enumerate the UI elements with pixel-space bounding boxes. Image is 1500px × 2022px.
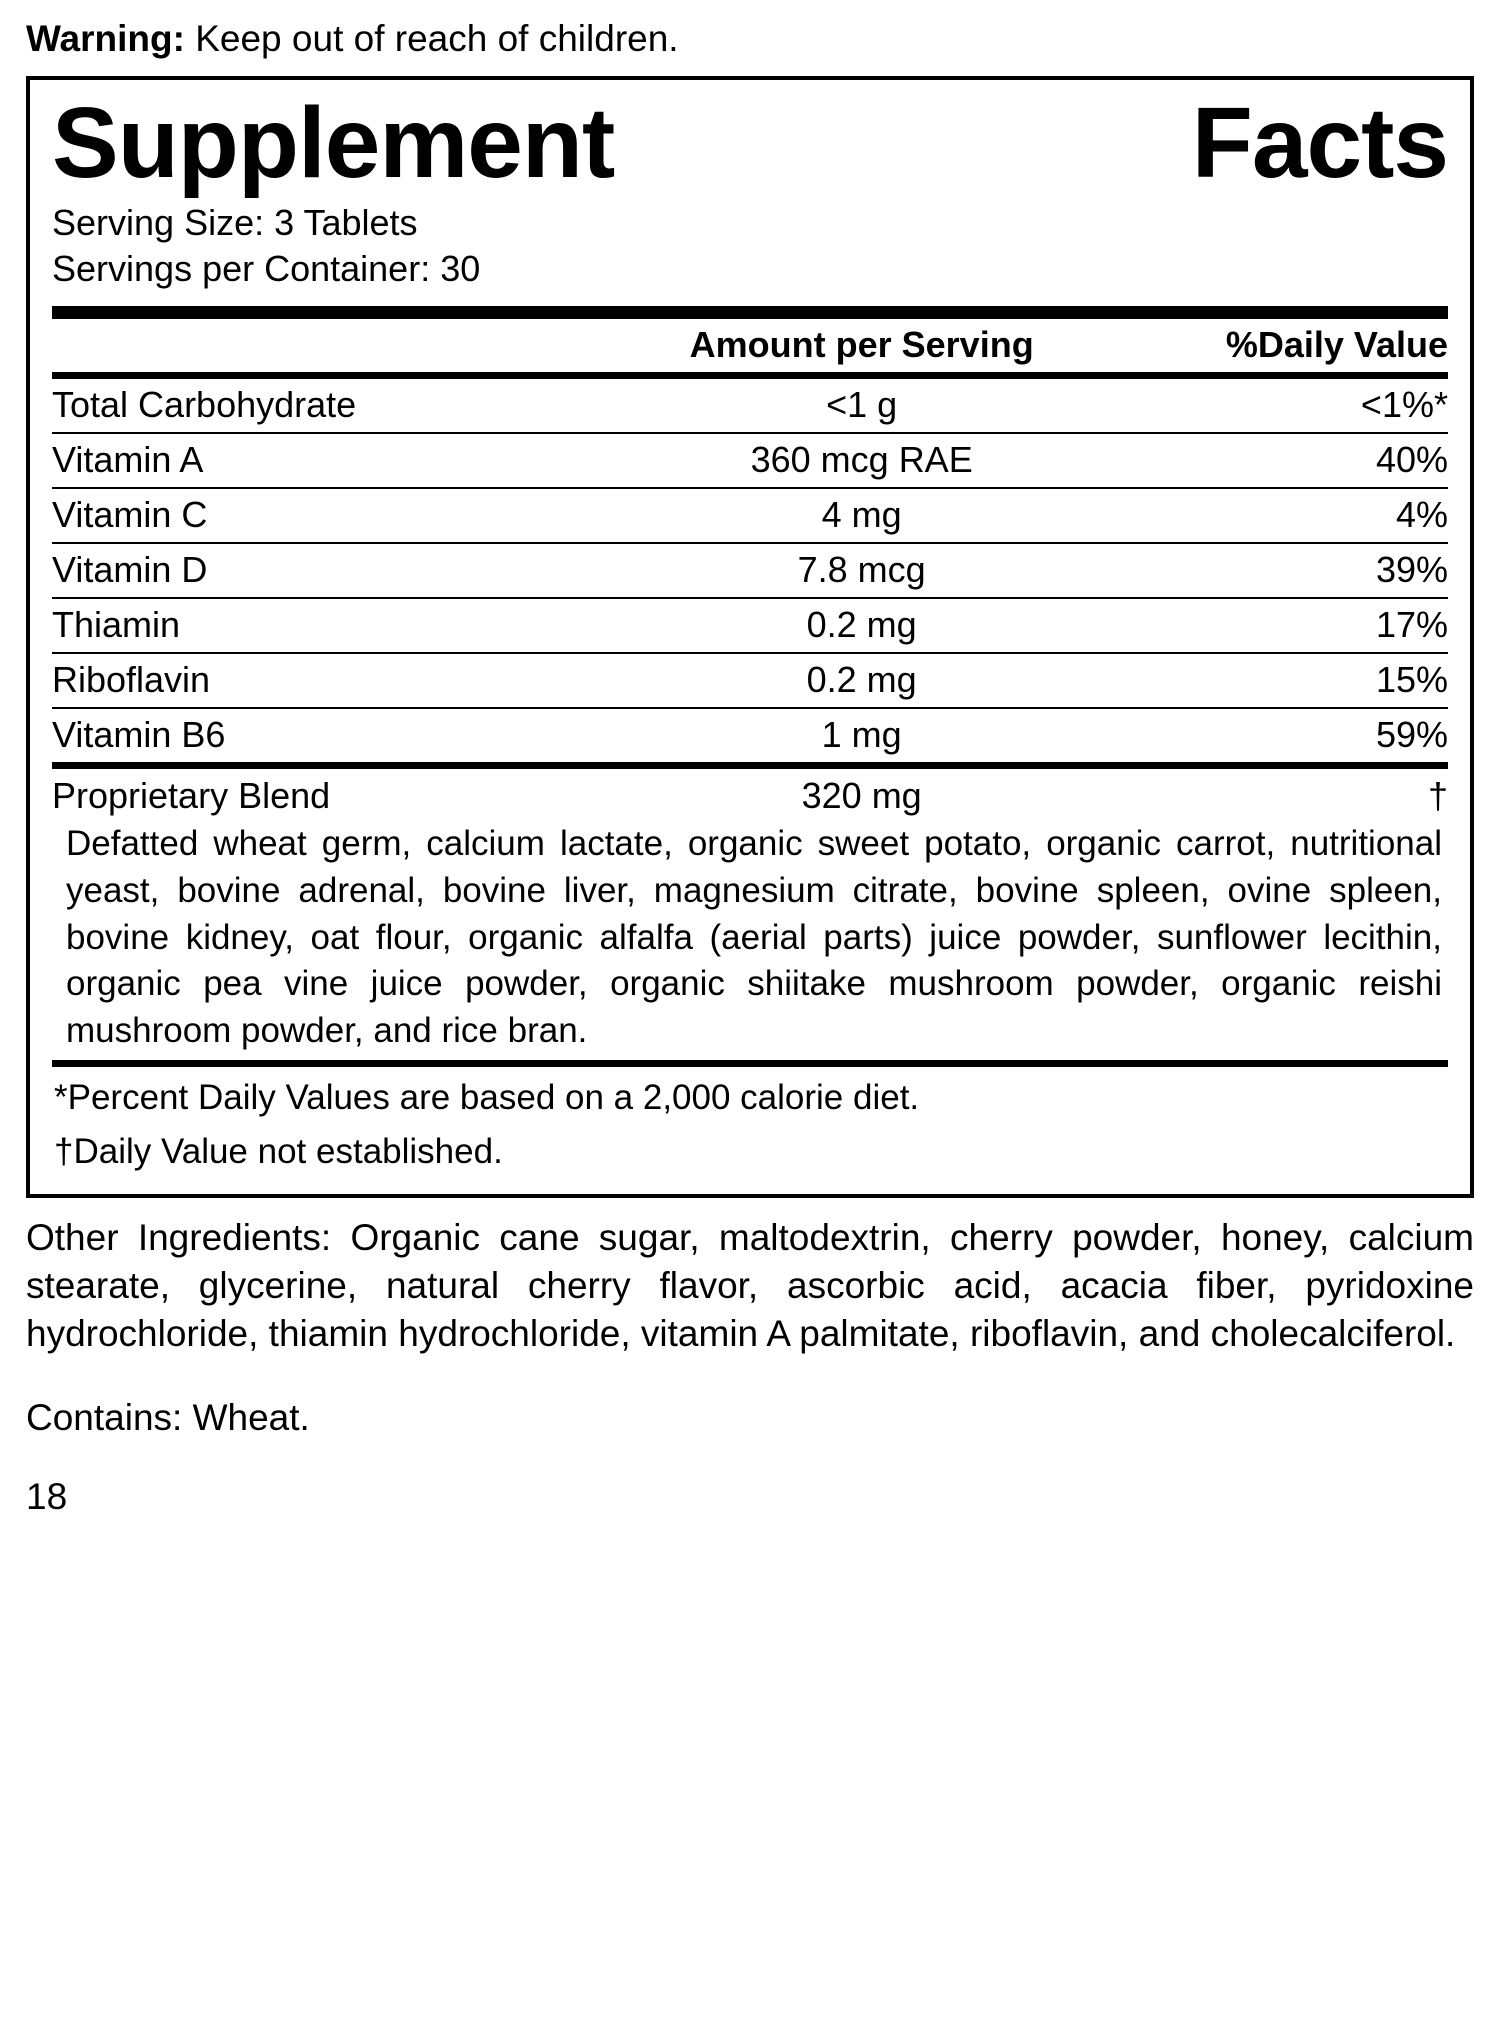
nutrient-amount: 0.2 mg xyxy=(610,653,1113,708)
nutrient-name: Riboflavin xyxy=(52,653,610,708)
nutrient-amount: 1 mg xyxy=(821,714,902,756)
table-row xyxy=(52,433,1448,488)
nutrient-amount: 0.2 mg xyxy=(610,598,1113,653)
proprietary-blend-name: Proprietary Blend xyxy=(52,775,331,817)
nutrient-dv: <1%* xyxy=(1113,379,1448,433)
nutrient-dv: 40% xyxy=(1113,433,1448,488)
nutrient-dv: 17% xyxy=(1113,598,1448,653)
table-row xyxy=(52,543,1448,598)
nutrition-table xyxy=(52,319,1448,372)
header-blank xyxy=(52,319,610,372)
header-daily-value: %Daily Value xyxy=(1225,324,1448,366)
divider-med-header xyxy=(52,372,1448,379)
contains-statement: Contains: Wheat. xyxy=(26,1396,310,1438)
table-row xyxy=(52,708,1448,762)
nutrition-table-body xyxy=(52,319,1448,372)
table-row xyxy=(52,488,1448,543)
proprietary-blend-ingredients: Defatted wheat germ, calcium lactate, organic sweet potato, organic carrot, nutritional yeast, bovine adrenal, bovine liver, magnesium citrate, bovine spleen, ovine spleen, bovine kidney, oat flour, organic alfalfa (aerial parts) juice powder, sunflower lecithin, organic pea vine juice powder, organic shiitake mushroom powder, organic reishi mushroom powder, and rice bran. xyxy=(66,824,1442,1050)
divider-thick-top xyxy=(52,306,1448,319)
divider-med-blend xyxy=(52,762,1448,769)
proprietary-blend-dv: † xyxy=(1427,775,1448,817)
table-row xyxy=(52,653,1448,708)
warning-label: Warning: xyxy=(26,18,185,59)
nutrient-rows-body xyxy=(52,379,1448,762)
supplement-facts-title xyxy=(52,87,1448,200)
divider-med-footnote xyxy=(52,1060,1448,1067)
other-ingredients: Other Ingredients: Organic cane sugar, maltodextrin, cherry powder, honey, calcium stearate, glycerine, natural cherry flavor, ascorbic acid, acacia fiber, pyridoxine hydrochloride, thiamin hydrochloride, vitamin A palmitate, riboflavin, and cholecalciferol. xyxy=(26,1216,1474,1354)
title-word-supplement: Supplement xyxy=(52,87,615,200)
page-number: 18 xyxy=(26,1475,68,1517)
footnote-dv-not-established: †Daily Value not established. xyxy=(54,1132,503,1172)
title-word-facts: Facts xyxy=(1191,87,1448,200)
nutrient-amount: 7.8 mcg xyxy=(610,543,1113,598)
serving-size: Serving Size: 3 Tablets xyxy=(52,202,418,244)
nutrient-rows-table xyxy=(52,379,1448,762)
table-header-row xyxy=(52,319,1448,372)
nutrient-name: Vitamin C xyxy=(52,488,610,543)
nutrient-name: Vitamin B6 xyxy=(52,714,226,756)
supplement-facts-panel xyxy=(26,76,1474,1197)
table-row xyxy=(52,598,1448,653)
warning-line xyxy=(26,16,1474,62)
nutrient-name: Vitamin A xyxy=(52,433,610,488)
nutrient-name: Total Carbohydrate xyxy=(52,379,610,433)
nutrient-dv: 39% xyxy=(1113,543,1448,598)
nutrient-dv: 59% xyxy=(1375,714,1448,756)
nutrient-name: Thiamin xyxy=(52,598,610,653)
footnote-daily-values: *Percent Daily Values are based on a 2,000 calorie diet. xyxy=(54,1078,920,1118)
nutrient-amount: 360 mcg RAE xyxy=(610,433,1113,488)
proprietary-blend-amount: 320 mg xyxy=(801,775,922,817)
nutrient-dv: 15% xyxy=(1113,653,1448,708)
proprietary-blend-row xyxy=(52,769,1448,819)
table-row xyxy=(52,379,1448,433)
nutrient-amount: <1 g xyxy=(610,379,1113,433)
nutrient-amount: 4 mg xyxy=(610,488,1113,543)
header-amount-per-serving: Amount per Serving xyxy=(689,324,1034,366)
warning-text: Keep out of reach of children. xyxy=(184,18,679,59)
servings-per-container: Servings per Container: 30 xyxy=(52,248,481,290)
nutrient-dv: 4% xyxy=(1113,488,1448,543)
nutrient-name: Vitamin D xyxy=(52,543,610,598)
